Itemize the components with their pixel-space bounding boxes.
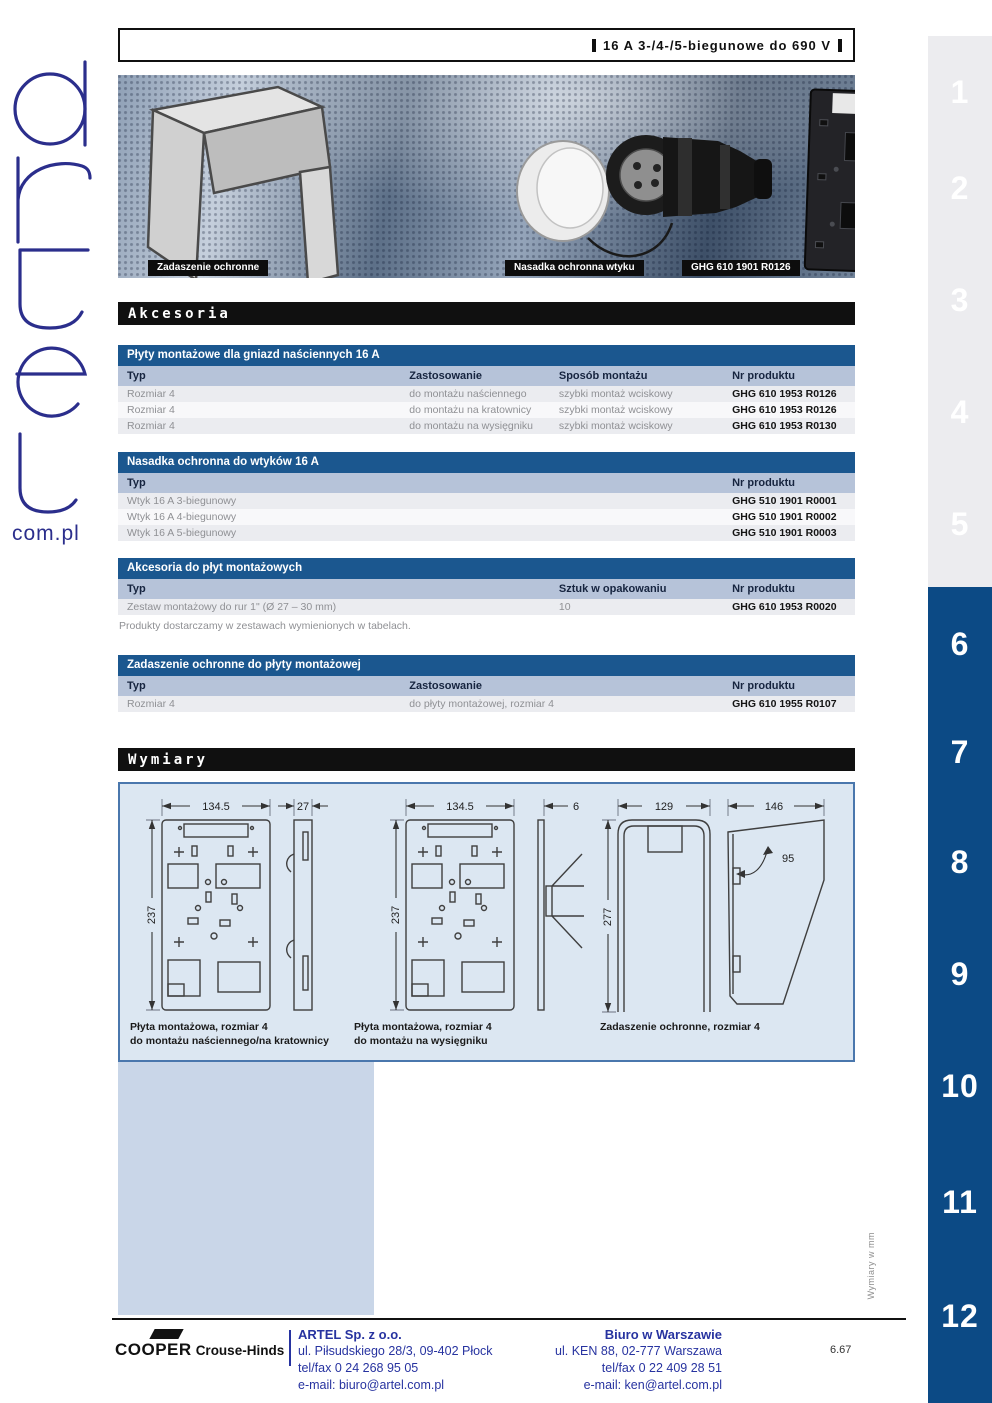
table-row [118,509,855,525]
cell-zastosowanie: do montażu naściennego [409,388,527,400]
cell-nr-produktu: GHG 610 1955 R0107 [732,698,837,710]
cell-sposob: szybki montaż wciskowy [558,420,673,432]
column-header: Typ [127,680,146,692]
sidebar-strip-active [928,587,992,1403]
table-header-row [118,676,855,696]
product-photo-art [118,75,855,278]
cell-typ: Wtyk 16 A 4-biegunowy [127,511,237,523]
column-header: Zastosowanie [409,370,483,382]
table-header-row [118,473,855,493]
table-title: Akcesoria do płyt montażowych [118,558,855,579]
section-number-10: 10 [941,1068,979,1104]
company-phone: tel/fax 0 24 268 95 05 [298,1361,419,1375]
cell-typ: Wtyk 16 A 3-biegunowy [127,495,237,507]
logo-letter-t [20,250,88,328]
cell-typ: Rozmiar 4 [127,420,175,432]
office-phone: tel/fax 0 22 409 28 51 [601,1361,722,1375]
drawing-caption [354,1020,492,1048]
logo-letter-e [17,348,85,416]
tag-bar-left [592,39,596,52]
company-address-block [298,1326,493,1394]
section-number-11: 11 [942,1184,978,1220]
drawing-caption [130,1020,329,1048]
table-row [118,599,855,615]
column-header: Nr produktu [732,370,796,382]
section-number-8: 8 [950,844,970,880]
dim-canopy-front-width: 129 [654,801,674,813]
artel-logo-letters [4,52,104,517]
caption-line: Płyta montażowa, rozmiar 4 [130,1021,268,1033]
section-number-9: 9 [950,956,970,992]
cell-zastosowanie: do płyty montażowej, rozmiar 4 [409,698,554,710]
office-name: Biuro w Warszawie [604,1327,722,1342]
cell-nr-produktu: GHG 610 1953 R0020 [732,601,837,613]
product-photo [118,75,855,278]
section-bar-wymiary: Wymiary [118,748,855,771]
section-number-1: 1 [950,74,970,110]
units-note: Wymiary w mm [866,1232,876,1300]
dim-plate-height: 237 [390,905,402,925]
table-row [118,386,855,402]
cell-zastosowanie: do montażu na wysięgniku [409,420,534,432]
section-number-7: 7 [950,734,970,770]
table-mounting-plates [118,345,855,434]
cell-sposob: szybki montaż wciskowy [558,388,673,400]
artel-logo [4,52,114,545]
table-title: Zadaszenie ochronne do płyty montażowej [118,655,855,676]
page-number: 6.67 [830,1344,852,1356]
dim-plate-width: 134.5 [446,801,474,813]
section-number-6-active: 6 [950,626,970,662]
caption-line: Płyta montażowa, rozmiar 4 [354,1021,492,1033]
drawing-canopy [586,790,846,1018]
column-header: Zastosowanie [409,680,483,692]
table-header-row [118,366,855,386]
company-email: e-mail: biuro@artel.com.pl [298,1378,445,1392]
photo-label-canopy: Zadaszenie ochronne [148,260,268,276]
plate-front-view [162,820,270,1010]
logo-letter-l [20,434,76,512]
crouse-hinds-brand: Crouse-Hinds [195,1343,285,1358]
section-bar-akcesoria: Akcesoria [118,302,855,325]
column-header: Typ [127,583,146,595]
table-header-row [118,579,855,599]
dim-canopy-depth: 95 [782,853,795,865]
dim-plate-height: 237 [146,905,158,925]
table-row [118,418,855,434]
drawing-plate-wall [128,790,368,1018]
delivery-note: Produkty dostarczamy w zestawach wymienionych w tabelach. [119,620,411,632]
caption-line: Zadaszenie ochronne, rozmiar 4 [600,1021,760,1033]
page-header-title: 16 A 3-/4-/5-biegunowe do 690 V [603,37,831,53]
table-row [118,525,855,541]
photo-label-plug-cap: Nasadka ochronna wtyku [505,260,644,276]
column-header: Nr produktu [732,680,796,692]
drawing-caption [600,1020,760,1034]
table-row [118,493,855,509]
cell-typ: Wtyk 16 A 5-biegunowy [127,527,237,539]
section-number-4: 4 [950,394,970,430]
cell-nr-produktu: GHG 610 1953 R0130 [732,420,837,432]
cell-zastosowanie: do montażu na kratownicy [409,404,532,416]
table-title: Nasadka ochronna do wtyków 16 A [118,452,855,473]
column-header: Sztuk w opakowaniu [558,583,667,595]
dim-plate-width: 134.5 [202,801,230,813]
column-header: Sposób montażu [558,370,648,382]
company-address: ul. Piłsudskiego 28/3, 09-402 Płock [298,1344,493,1358]
cell-nr-produktu: GHG 510 1901 R0003 [732,527,837,539]
plate-front-view [406,820,514,1010]
canopy-side-view [728,820,824,1004]
logo-letter-a [15,74,85,144]
dim-canopy-height: 277 [602,907,614,927]
mounting-plate-product-image [805,89,855,272]
footer-rule [112,1318,906,1320]
office-email: e-mail: ken@artel.com.pl [583,1378,722,1392]
cell-typ: Rozmiar 4 [127,404,175,416]
warsaw-office-block [522,1326,722,1394]
section-number-2: 2 [950,170,970,206]
column-header: Typ [127,370,146,382]
column-header: Nr produktu [732,477,796,489]
table-canopy [118,655,855,712]
cell-typ: Zestaw montażowy do rur 1" (Ø 27 – 30 mm) [127,601,337,613]
cell-sposob: szybki montaż wciskowy [558,404,673,416]
caption-line: do montażu naściennego/na kratownicy [130,1035,329,1047]
tag-bar-right [838,39,842,52]
table-protective-caps [118,452,855,541]
section-number-12: 12 [941,1298,979,1334]
section-number-5: 5 [950,506,970,542]
dimensions-panel [118,782,855,1062]
plug-product-image [517,135,772,256]
blank-panel [118,1062,374,1315]
canopy-front-view [618,820,710,1012]
column-header: Nr produktu [732,583,796,595]
table-plate-accessories [118,558,855,615]
cooper-brand: COOPER [115,1340,192,1359]
plate-side-view-thin [538,820,584,1010]
company-name: ARTEL Sp. z o.o. [298,1327,402,1342]
footer-divider [289,1330,291,1366]
plate-side-view [287,820,312,1010]
office-address: ul. KEN 88, 02-777 Warszawa [555,1344,722,1358]
cell-sztuk: 10 [558,601,571,613]
logo-domain: com.pl [12,522,80,545]
column-header: Typ [127,477,146,489]
dim-plate-thickness: 27 [296,801,310,813]
table-row [118,696,855,712]
section-number-3: 3 [950,282,970,318]
cooper-flag-icon [149,1329,183,1339]
cell-nr-produktu: GHG 610 1953 R0126 [732,404,837,416]
cell-typ: Rozmiar 4 [127,698,175,710]
photo-label-product-number: GHG 610 1901 R0126 [682,260,800,276]
cell-typ: Rozmiar 4 [127,388,175,400]
cooper-crouse-hinds-logo [115,1340,284,1360]
cell-nr-produktu: GHG 510 1901 R0001 [732,495,837,507]
caption-line: do montażu na wysięgniku [354,1035,488,1047]
dim-plate-thickness: 6 [572,801,580,813]
table-title: Płyty montażowe dla gniazd naściennych 16 A [118,345,855,366]
cell-nr-produktu: GHG 510 1901 R0002 [732,511,837,523]
logo-letter-r [18,158,90,242]
dim-canopy-side-width: 146 [764,801,784,813]
table-row [118,402,855,418]
page-header [118,28,855,62]
canopy-product-image [148,87,338,278]
drawing-plate-boom [372,790,612,1018]
cell-nr-produktu: GHG 610 1953 R0126 [732,388,837,400]
